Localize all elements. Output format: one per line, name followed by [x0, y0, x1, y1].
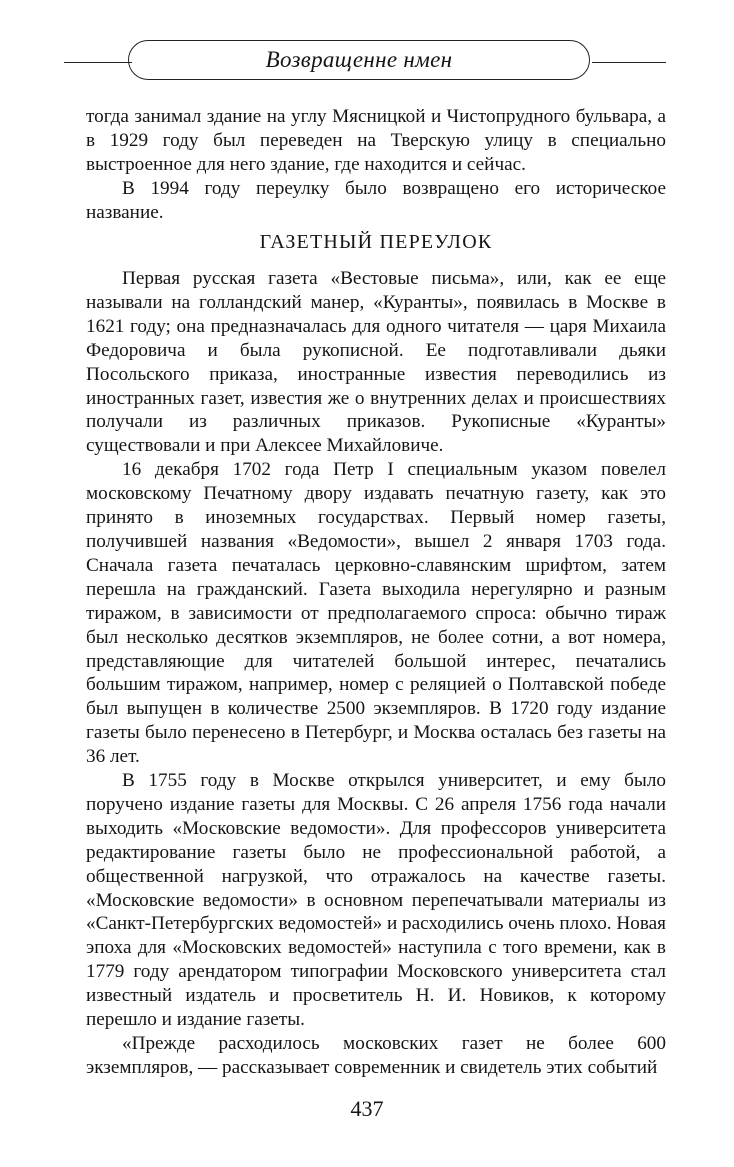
- running-header-title: Возвращенне нмен: [265, 47, 453, 72]
- paragraph: В 1994 году переулку было возвращено его историческое название.: [86, 177, 666, 223]
- running-header: [128, 40, 590, 80]
- header-rule-left: [64, 62, 132, 63]
- paragraph: «Прежде расходилось московских газет не более 600 экземпляров, — рассказывает современник и свидетель этих событий: [86, 1033, 666, 1078]
- paragraph-continued: тогда занимал здание на углу Мясницкой и Чистопрудного бульвара, а в 1929 году был переведен на Тверскую улицу в специально выстроенное для него здание, где находится и сейчас.: [86, 106, 666, 175]
- continued-text: [86, 105, 666, 225]
- section-body: [86, 267, 666, 1080]
- paragraph: Первая русская газета «Вестовые письма», или, как ее еще называли на голландский манер, «Куранты», появилась в Москве в 1621 году; она предназначалась для одного читателя — царя Михаила Федоровича и была рукописной. Ее подготавливали дьяки Посольского приказа, иностранные известия переводились из иностранных газет, известия же о внутренних делах и происшествиях получали из различных приказов. Рукописные «Куранты» существовали и при Алексее Михайловиче.: [86, 268, 666, 457]
- header-rule-right: [592, 62, 666, 63]
- page-number: 437: [350, 1096, 384, 1121]
- paragraph: В 1755 году в Москве открылся университет, и ему было поручено издание газеты для Москвы. С 26 апреля 1756 года начали выходить «Московские ведомости». Для профессоров университета редактирование газеты было не профессиональной работой, а общественной нагрузкой, что отражалось на качестве газеты. «Московские ведомости» в основном перепечатывали материалы из «Санкт-Петербургских ведомостей» и расходились очень плохо. Новая эпоха для «Московских ведомостей» наступила с того времени, как в 1779 году арендатором типографии Московского университета стал известный издатель и просветитель Н. И. Новиков, к которому перешло и издание газеты.: [86, 770, 666, 1031]
- section-heading: ГАЗЕТНЫЙ ПЕРЕУЛОК: [259, 231, 493, 253]
- paragraph: 16 декабря 1702 года Петр I специальным указом повелел московскому Печатному двору издавать печатную газету, как это принято в иноземных государствах. Первый номер газеты, получившей названия «Ведомости», вышел 2 января 1703 года. Сначала газета печаталась церковно-славянским шрифтом, затем перешла на гражданский. Газета выходила нерегулярно и разным тиражом, в зависимости от предполагаемого спроса: обычно тираж был несколько десятков экземпляров, не более сотни, а вот номера, представляющие для читателей большой интерес, печатались большим тиражом, например, номер с реляцией о Полтавской победе был выпущен в количестве 2500 экземпляров. В 1720 году издание газеты было перенесено в Петербург, и Москва осталась без газеты на 36 лет.: [86, 459, 666, 768]
